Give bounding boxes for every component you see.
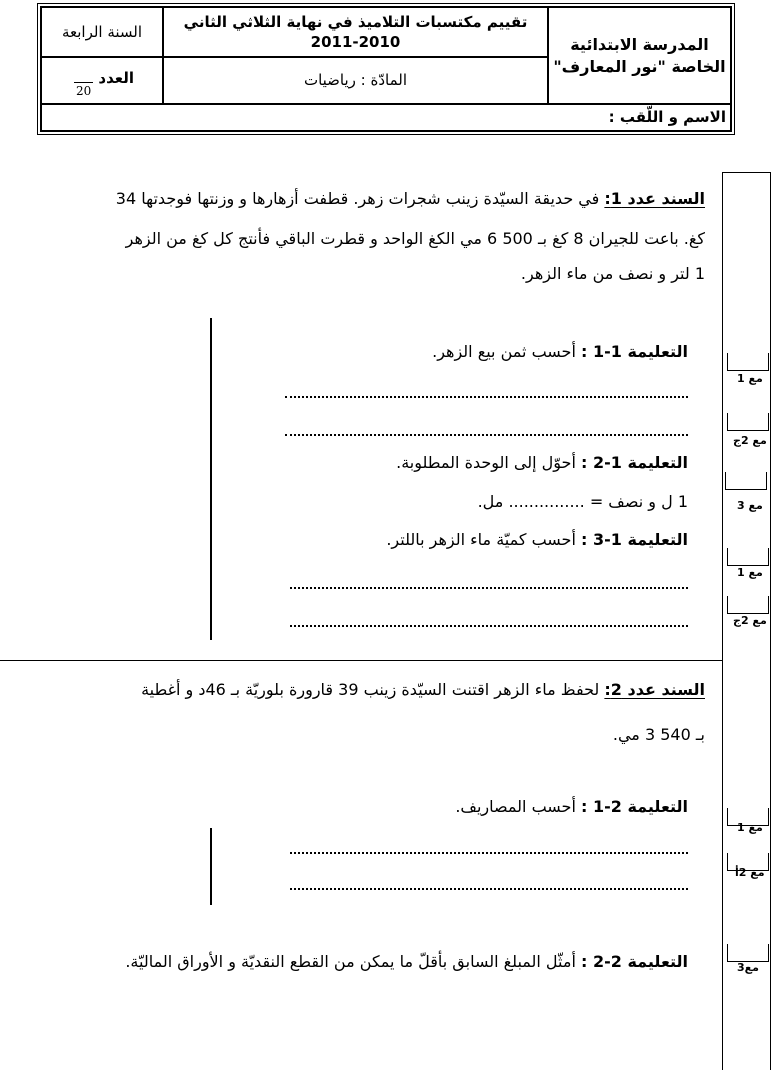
score-label: مع 3 xyxy=(737,499,763,512)
answer-divider-2 xyxy=(210,828,212,905)
margin-edge xyxy=(770,172,771,1070)
score-label: مع 2ج xyxy=(733,434,767,447)
name-field[interactable]: الاسم و اللّقب : xyxy=(41,104,731,131)
margin-divider xyxy=(722,172,723,1070)
answer-line[interactable] xyxy=(290,888,688,890)
q13 xyxy=(386,530,688,549)
score-box[interactable] xyxy=(727,548,769,566)
score-box[interactable] xyxy=(727,353,769,371)
score-label: مع 1 xyxy=(737,821,763,834)
q12-label: التعليمة 1-2 : xyxy=(580,453,688,472)
section1-heading: السند عدد 1: xyxy=(604,189,705,208)
q11-text: أحسب ثمن بيع الزهر. xyxy=(432,342,576,361)
score-label: مع 1 xyxy=(737,566,763,579)
answer-line[interactable] xyxy=(290,852,688,854)
exam-title-text: تقييم مكتسبات التلاميذ في نهاية الثلاثي الثاني xyxy=(183,12,528,31)
answer-line[interactable] xyxy=(290,625,688,627)
q22 xyxy=(125,952,688,971)
section2-line-2: بـ 540 3 مي. xyxy=(612,725,705,744)
score-total: 20 xyxy=(76,84,92,98)
score-box[interactable] xyxy=(727,596,769,614)
score-label: مع 2أ xyxy=(735,866,765,879)
score-label: مع 2ج xyxy=(733,614,767,627)
answer-divider-1 xyxy=(210,318,212,640)
section2-text: لحفظ ماء الزهر اقتنت السيّدة زينب 39 قارورة بلوريّة بـ 46د و أغطية xyxy=(141,680,600,699)
answer-line[interactable] xyxy=(285,396,688,398)
q21-label: التعليمة 2-1 : xyxy=(580,797,688,816)
score-field xyxy=(41,57,163,104)
school-year: 2011-2010 xyxy=(310,33,401,51)
section2-line-1 xyxy=(141,680,705,699)
section1-line-3: 1 لتر و نصف من ماء الزهر. xyxy=(520,264,705,283)
section1-line-2: كغ. باعت للجيران 8 كغ بـ 500 6 مي الكغ الواحد و قطرت الباقي فأنتج كل كغ من الزهر xyxy=(125,229,705,248)
score-box[interactable] xyxy=(725,472,767,490)
q21 xyxy=(455,797,688,816)
answer-line[interactable] xyxy=(290,587,688,589)
section-divider xyxy=(0,660,722,661)
score-box[interactable] xyxy=(727,944,769,962)
q11-label: التعليمة 1-1 : xyxy=(580,342,688,361)
answer-line[interactable] xyxy=(285,434,688,436)
score-label: مع3 xyxy=(737,961,759,974)
section2-heading: السند عدد 2: xyxy=(604,680,705,699)
margin-top xyxy=(722,172,771,173)
q13-label: التعليمة 1-3 : xyxy=(580,530,688,549)
q21-text: أحسب المصاريف. xyxy=(455,797,576,816)
section1-text: في حديقة السيّدة زينب شجرات زهر. قطفت أزهارها و وزنتها فوجدتها 34 xyxy=(115,189,600,208)
score-label: مع 1 xyxy=(737,372,763,385)
score-label: العدد xyxy=(98,69,134,87)
q11 xyxy=(432,342,688,361)
grade: السنة الرابعة xyxy=(41,7,163,57)
q12-text: أحوّل إلى الوحدة المطلوبة. xyxy=(396,453,576,472)
score-box[interactable] xyxy=(727,413,769,431)
exam-title xyxy=(163,7,548,57)
header-table xyxy=(37,3,735,135)
q13-text: أحسب كميّة ماء الزهر باللتر. xyxy=(386,530,576,549)
subject: المادّة : رياضيات xyxy=(163,57,548,104)
section1-line-1 xyxy=(116,189,705,208)
q12 xyxy=(396,453,688,472)
school-name: المدرسة الابتدائية الخاصة "نور المعارف" xyxy=(548,7,731,104)
q22-label: التعليمة 2-2 : xyxy=(580,952,688,971)
q22-text: أمثّل المبلغ السابق بأقلّ ما يمكن من القطع النقديّة و الأوراق الماليّة. xyxy=(125,952,576,971)
q12-conversion[interactable]: 1 ل و نصف = ............... مل. xyxy=(477,492,688,511)
